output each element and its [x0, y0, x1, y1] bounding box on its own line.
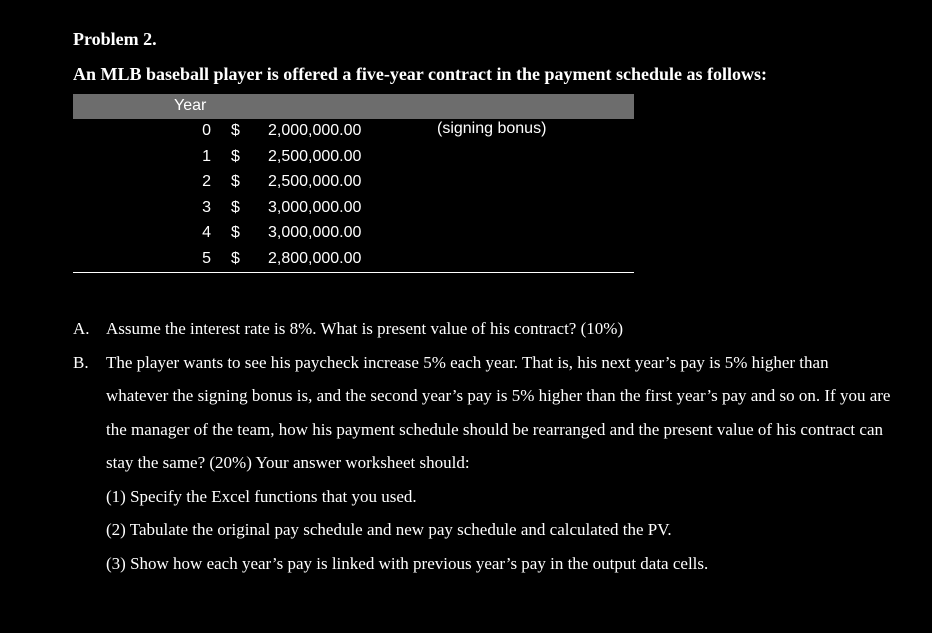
table-row [73, 221, 634, 246]
problem-intro: An MLB baseball player is offered a five-year contract in the payment schedule as follows: [73, 64, 767, 84]
table-row [73, 170, 634, 195]
year-column-header: Year [174, 97, 207, 114]
questions [73, 312, 893, 580]
question-a [73, 312, 893, 346]
question-b [73, 346, 893, 480]
table-header [73, 94, 634, 119]
currency-cell: $ [231, 173, 240, 190]
amount-cell: 3,000,000.00 [268, 198, 362, 216]
problem-title: Problem 2. [73, 29, 157, 49]
payment-schedule-table [73, 94, 634, 273]
currency-cell: $ [231, 249, 240, 267]
year-cell: 3 [202, 198, 211, 216]
question-b-text: The player wants to see his paycheck increase 5% each year. That is, his next year’s pay is 5% higher than whatever the signing bonus is, and the second year’s pay is 5% higher than the first year’s pay and so on. If you are the manager of the team, how his payment schedule should be rearranged and the present value of his contract can stay the same? (20%) Your answer worksheet should: [106, 352, 891, 472]
question-a-text: Assume the interest rate is 8%. What is present value of his contract? (10%) [106, 319, 624, 338]
note-cell: (signing bonus) [437, 120, 547, 137]
table-body [73, 119, 634, 273]
question-b-letter: B. [73, 352, 89, 372]
question-a-letter: A. [73, 319, 90, 338]
year-cell: 4 [202, 224, 211, 241]
amount-cell: 2,000,000.00 [268, 122, 362, 139]
table-row [73, 145, 634, 170]
year-cell: 1 [202, 147, 211, 165]
currency-cell: $ [231, 122, 240, 139]
question-b-item: (3) Show how each year’s pay is linked with previous year’s pay in the output data cells. [106, 553, 709, 573]
year-cell: 2 [202, 173, 211, 190]
amount-cell: 3,000,000.00 [268, 224, 362, 241]
amount-cell: 2,500,000.00 [268, 173, 362, 190]
year-cell: 5 [202, 249, 211, 267]
table-row [73, 247, 634, 272]
question-b-item: (1) Specify the Excel functions that you used. [106, 486, 417, 506]
table-row [73, 119, 634, 144]
amount-cell: 2,500,000.00 [268, 147, 362, 165]
amount-cell: 2,800,000.00 [268, 249, 362, 267]
year-cell: 0 [202, 122, 211, 139]
currency-cell: $ [231, 198, 240, 216]
table-row [73, 196, 634, 221]
currency-cell: $ [231, 147, 240, 165]
currency-cell: $ [231, 224, 240, 241]
question-b-item: (2) Tabulate the original pay schedule and new pay schedule and calculated the PV. [106, 520, 672, 539]
